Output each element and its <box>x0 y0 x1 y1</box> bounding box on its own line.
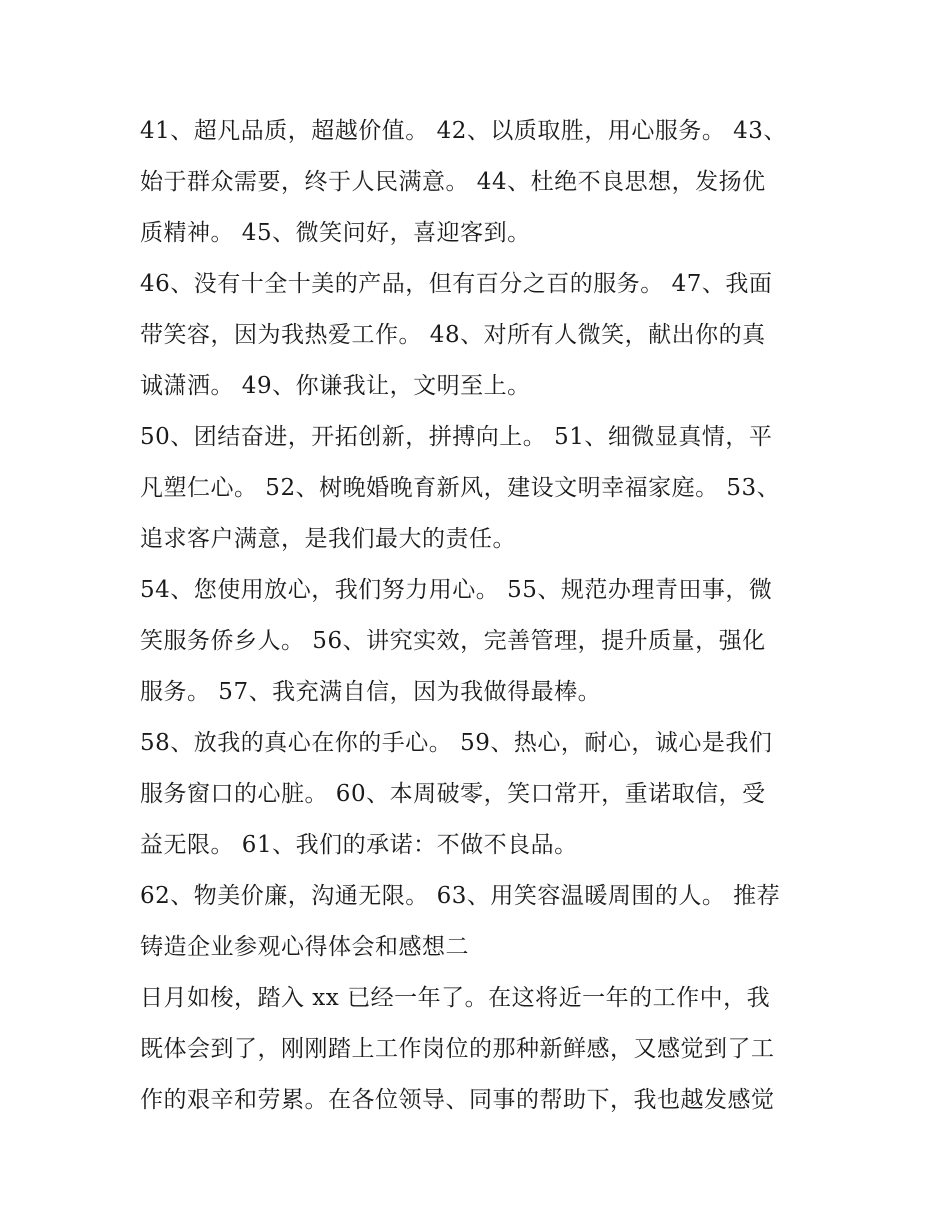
text-line: 服务窗口的心脏。 60、本周破零，笑口常开，重诺取信，受 <box>140 781 766 807</box>
text-line: 既体会到了，刚刚踏上工作岗位的那种新鲜感，又感觉到了工 <box>140 1036 775 1062</box>
text-line: 58、放我的真心在你的手心。 59、热心，耐心，诚心是我们 <box>140 730 773 756</box>
text-line: 41、超凡品质，超越价值。 42、以质取胜，用心服务。 43、 <box>140 118 787 144</box>
text-line: 诚潇洒。 49、你谦我让，文明至上。 <box>140 373 531 399</box>
section-heading: 铸造企业参观心得体会和感想二 <box>140 934 469 960</box>
text-line: 追求客户满意，是我们最大的责任。 <box>140 526 516 552</box>
document-body <box>140 106 820 1126</box>
text-line: 笑服务侨乡人。 56、讲究实效，完善管理，提升质量，强化 <box>140 628 766 654</box>
text-line: 54、您使用放心，我们努力用心。 55、规范办理青田事，微 <box>140 577 773 603</box>
text-line: 62、物美价廉，沟通无限。 63、用笑容温暖周围的人。 推荐 <box>140 883 781 909</box>
text-line: 46、没有十全十美的产品，但有百分之百的服务。 47、我面 <box>140 271 773 297</box>
text-line: 带笑容，因为我热爱工作。 48、对所有人微笑，献出你的真 <box>140 322 766 348</box>
text-line: 凡塑仁心。 52、树晚婚晚育新风，建设文明幸福家庭。 53、 <box>140 475 781 501</box>
text-line: 始于群众需要，终于人民满意。 44、杜绝不良思想，发扬优 <box>140 169 766 195</box>
text-line: 50、团结奋进，开拓创新，拼搏向上。 51、细微显真情，平 <box>140 424 773 450</box>
text-line: 日月如梭，踏入 xx 已经一年了。在这将近一年的工作中，我 <box>140 985 771 1011</box>
text-line: 益无限。 61、我们的承诺：不做不良品。 <box>140 832 578 858</box>
text-line: 服务。 57、我充满自信，因为我做得最棒。 <box>140 679 602 705</box>
text-line: 作的艰辛和劳累。在各位领导、同事的帮助下，我也越发感觉 <box>140 1087 775 1113</box>
text-line: 质精神。 45、微笑问好，喜迎客到。 <box>140 220 531 246</box>
